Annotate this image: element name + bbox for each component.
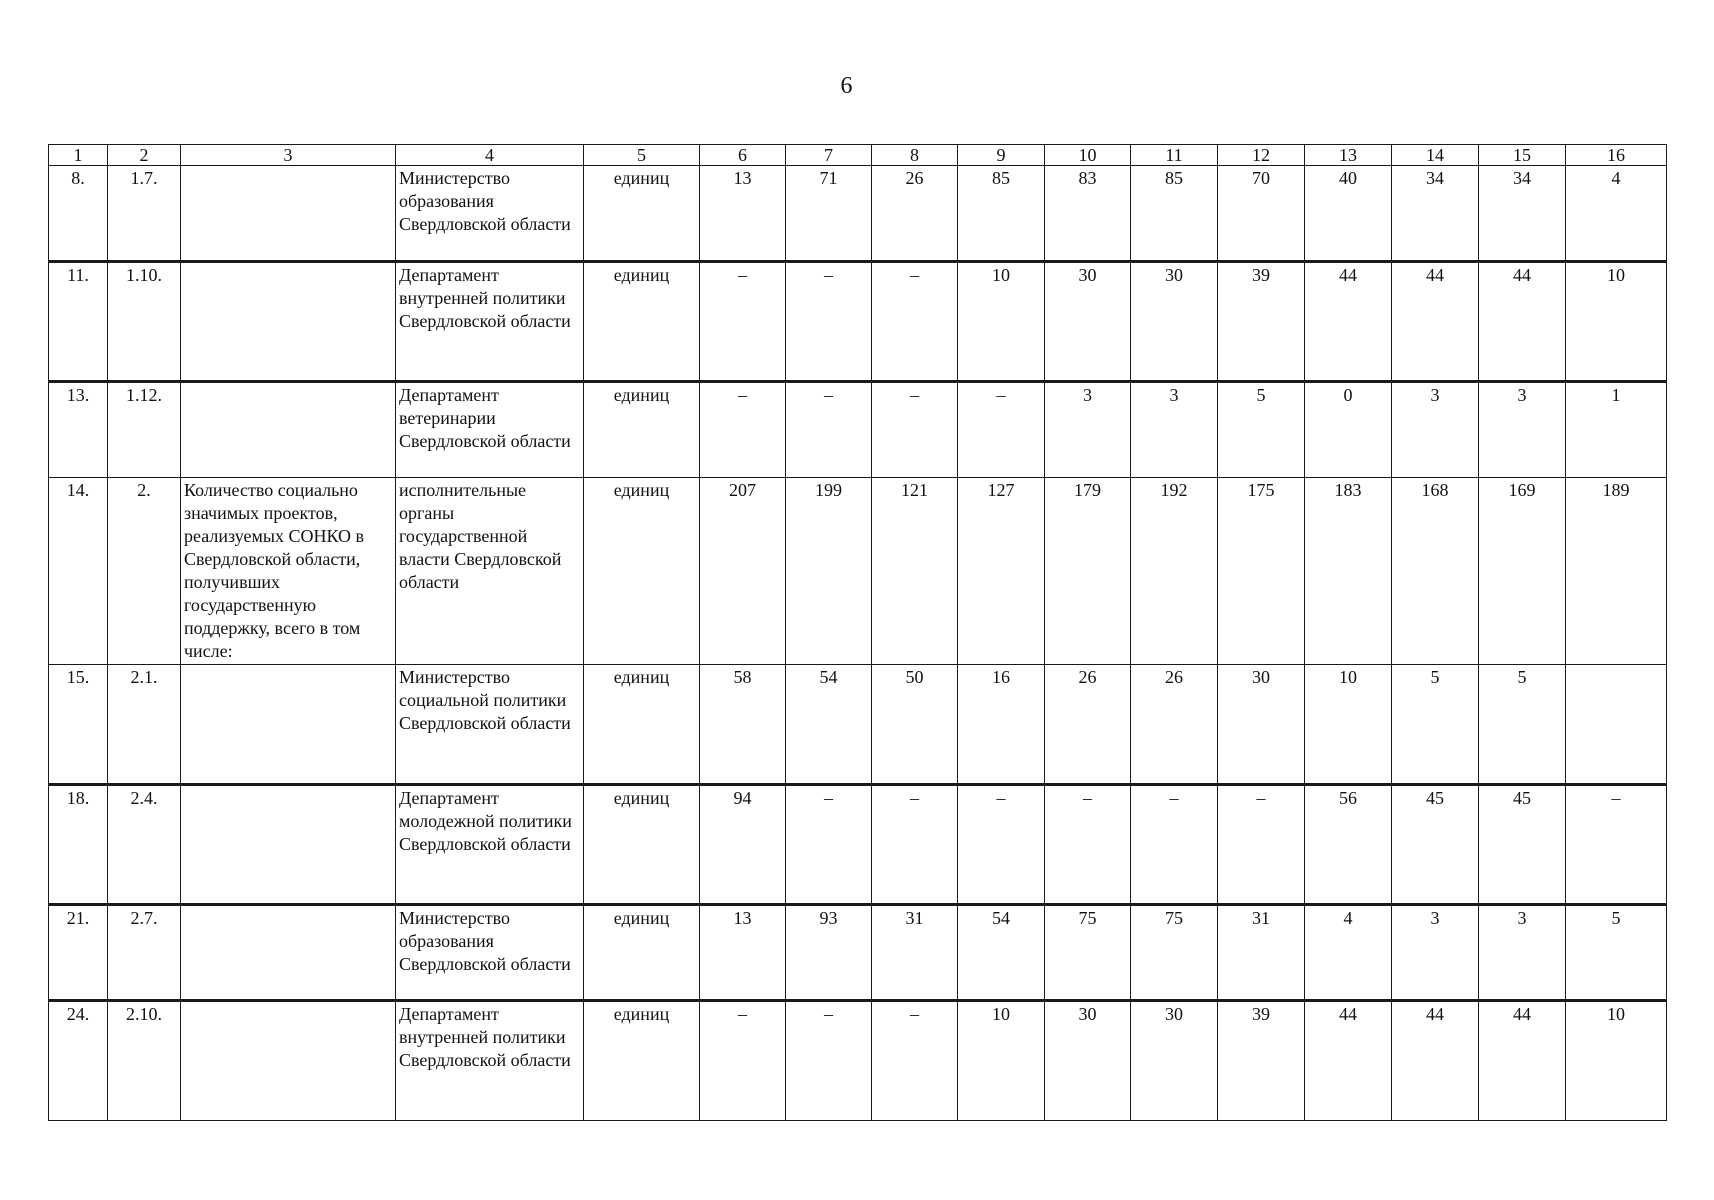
value-cell: 3 (1479, 905, 1566, 1001)
row-code: 1.7. (108, 166, 181, 262)
value-cell: 30 (1131, 262, 1218, 382)
value-cell: 44 (1392, 1001, 1479, 1121)
agency-name: Департамент ветеринарии Свердловской области (396, 382, 584, 478)
value-cell: 16 (958, 665, 1045, 785)
column-header: 10 (1045, 145, 1131, 166)
row-number: 13. (49, 382, 108, 478)
value-cell: 44 (1479, 1001, 1566, 1121)
row-code: 2.4. (108, 785, 181, 905)
indicator-name (181, 785, 396, 905)
value-cell: – (700, 1001, 786, 1121)
value-cell: 30 (1218, 665, 1305, 785)
value-cell: 179 (1045, 478, 1131, 665)
value-cell: 70 (1218, 166, 1305, 262)
value-cell: 39 (1218, 262, 1305, 382)
value-cell: – (700, 262, 786, 382)
value-cell: 13 (700, 166, 786, 262)
value-cell: 85 (958, 166, 1045, 262)
value-cell: 44 (1392, 262, 1479, 382)
value-cell: 44 (1479, 262, 1566, 382)
table-row (49, 166, 1667, 262)
value-cell: 169 (1479, 478, 1566, 665)
value-cell: 44 (1305, 262, 1392, 382)
value-cell: 34 (1479, 166, 1566, 262)
column-header: 15 (1479, 145, 1566, 166)
agency-name: Министерство социальной политики Свердловской области (396, 665, 584, 785)
value-cell: 26 (872, 166, 958, 262)
row-number: 14. (49, 478, 108, 665)
value-cell: 34 (1392, 166, 1479, 262)
value-cell: – (958, 785, 1045, 905)
value-cell: – (872, 262, 958, 382)
value-cell: 26 (1045, 665, 1131, 785)
value-cell: 121 (872, 478, 958, 665)
row-code: 2.7. (108, 905, 181, 1001)
value-cell: 39 (1218, 1001, 1305, 1121)
table-row (49, 665, 1667, 785)
row-number: 11. (49, 262, 108, 382)
column-header: 1 (49, 145, 108, 166)
value-cell: 85 (1131, 166, 1218, 262)
value-cell: 71 (786, 166, 872, 262)
value-cell: 10 (1305, 665, 1392, 785)
value-cell: 4 (1566, 166, 1667, 262)
table-row (49, 382, 1667, 478)
value-cell: 31 (872, 905, 958, 1001)
value-cell: 10 (958, 262, 1045, 382)
value-cell: – (786, 262, 872, 382)
row-number: 21. (49, 905, 108, 1001)
indicator-name (181, 262, 396, 382)
value-cell: 30 (1045, 1001, 1131, 1121)
value-cell: 30 (1045, 262, 1131, 382)
value-cell: 175 (1218, 478, 1305, 665)
value-cell: 75 (1045, 905, 1131, 1001)
unit: единиц (584, 382, 700, 478)
unit: единиц (584, 905, 700, 1001)
unit: единиц (584, 478, 700, 665)
table-row (49, 478, 1667, 665)
indicator-name (181, 905, 396, 1001)
column-header: 2 (108, 145, 181, 166)
value-cell: 3 (1392, 382, 1479, 478)
value-cell: 192 (1131, 478, 1218, 665)
value-cell: 3 (1131, 382, 1218, 478)
column-header: 4 (396, 145, 584, 166)
value-cell: – (872, 382, 958, 478)
indicator-name (181, 382, 396, 478)
value-cell: 56 (1305, 785, 1392, 905)
value-cell: 0 (1305, 382, 1392, 478)
value-cell: 199 (786, 478, 872, 665)
row-code: 1.12. (108, 382, 181, 478)
value-cell: 10 (1566, 1001, 1667, 1121)
column-header: 7 (786, 145, 872, 166)
value-cell: – (872, 1001, 958, 1121)
value-cell: – (1566, 785, 1667, 905)
value-cell: 10 (1566, 262, 1667, 382)
row-number: 18. (49, 785, 108, 905)
value-cell: 189 (1566, 478, 1667, 665)
value-cell: 50 (872, 665, 958, 785)
row-number: 8. (49, 166, 108, 262)
value-cell: 45 (1479, 785, 1566, 905)
value-cell: 5 (1479, 665, 1566, 785)
agency-name: исполнительные органы государственной власти Свердловской области (396, 478, 584, 665)
column-header: 11 (1131, 145, 1218, 166)
value-cell: 3 (1479, 382, 1566, 478)
value-cell: – (872, 785, 958, 905)
value-cell: – (786, 382, 872, 478)
value-cell: 45 (1392, 785, 1479, 905)
value-cell: 3 (1045, 382, 1131, 478)
column-header: 8 (872, 145, 958, 166)
value-cell: 13 (700, 905, 786, 1001)
column-header: 5 (584, 145, 700, 166)
row-code: 2.10. (108, 1001, 181, 1121)
column-header: 13 (1305, 145, 1392, 166)
value-cell: 75 (1131, 905, 1218, 1001)
value-cell: 94 (700, 785, 786, 905)
agency-name: Министерство образования Свердловской области (396, 905, 584, 1001)
row-code: 2. (108, 478, 181, 665)
row-number: 15. (49, 665, 108, 785)
value-cell: 54 (786, 665, 872, 785)
value-cell: 3 (1392, 905, 1479, 1001)
value-cell: 4 (1305, 905, 1392, 1001)
value-cell: 207 (700, 478, 786, 665)
column-header: 6 (700, 145, 786, 166)
value-cell: 183 (1305, 478, 1392, 665)
indicator-name: Количество социально значимых проектов, реализуемых СОНКО в Свердловской области, получивших государственную поддержку, всего в том числе: (181, 478, 396, 665)
table-row (49, 262, 1667, 382)
value-cell: – (786, 1001, 872, 1121)
value-cell: 58 (700, 665, 786, 785)
unit: единиц (584, 1001, 700, 1121)
value-cell: 5 (1218, 382, 1305, 478)
value-cell (1566, 665, 1667, 785)
unit: единиц (584, 262, 700, 382)
table-row (49, 785, 1667, 905)
table-row (49, 1001, 1667, 1121)
column-header: 9 (958, 145, 1045, 166)
value-cell: 93 (786, 905, 872, 1001)
agency-name: Департамент молодежной политики Свердловской области (396, 785, 584, 905)
value-cell: 168 (1392, 478, 1479, 665)
indicator-name (181, 166, 396, 262)
page-number: 6 (840, 73, 853, 99)
table-row (49, 905, 1667, 1001)
value-cell: – (700, 382, 786, 478)
value-cell: 26 (1131, 665, 1218, 785)
column-header: 3 (181, 145, 396, 166)
table-header-row (49, 145, 1667, 166)
row-code: 2.1. (108, 665, 181, 785)
value-cell: 54 (958, 905, 1045, 1001)
value-cell: – (786, 785, 872, 905)
value-cell: – (958, 382, 1045, 478)
column-header: 14 (1392, 145, 1479, 166)
value-cell: – (1045, 785, 1131, 905)
value-cell: – (1131, 785, 1218, 905)
row-code: 1.10. (108, 262, 181, 382)
unit: единиц (584, 166, 700, 262)
value-cell: 127 (958, 478, 1045, 665)
indicators-table (48, 144, 1667, 1121)
value-cell: 31 (1218, 905, 1305, 1001)
row-number: 24. (49, 1001, 108, 1121)
unit: единиц (584, 785, 700, 905)
indicator-name (181, 1001, 396, 1121)
column-header: 12 (1218, 145, 1305, 166)
agency-name: Департамент внутренней политики Свердловской области (396, 262, 584, 382)
value-cell: – (1218, 785, 1305, 905)
value-cell: 5 (1566, 905, 1667, 1001)
agency-name: Министерство образования Свердловской области (396, 166, 584, 262)
value-cell: 5 (1392, 665, 1479, 785)
unit: единиц (584, 665, 700, 785)
column-header: 16 (1566, 145, 1667, 166)
value-cell: 1 (1566, 382, 1667, 478)
agency-name: Департамент внутренней политики Свердловской области (396, 1001, 584, 1121)
value-cell: 30 (1131, 1001, 1218, 1121)
indicator-name (181, 665, 396, 785)
value-cell: 44 (1305, 1001, 1392, 1121)
value-cell: 83 (1045, 166, 1131, 262)
value-cell: 40 (1305, 166, 1392, 262)
value-cell: 10 (958, 1001, 1045, 1121)
